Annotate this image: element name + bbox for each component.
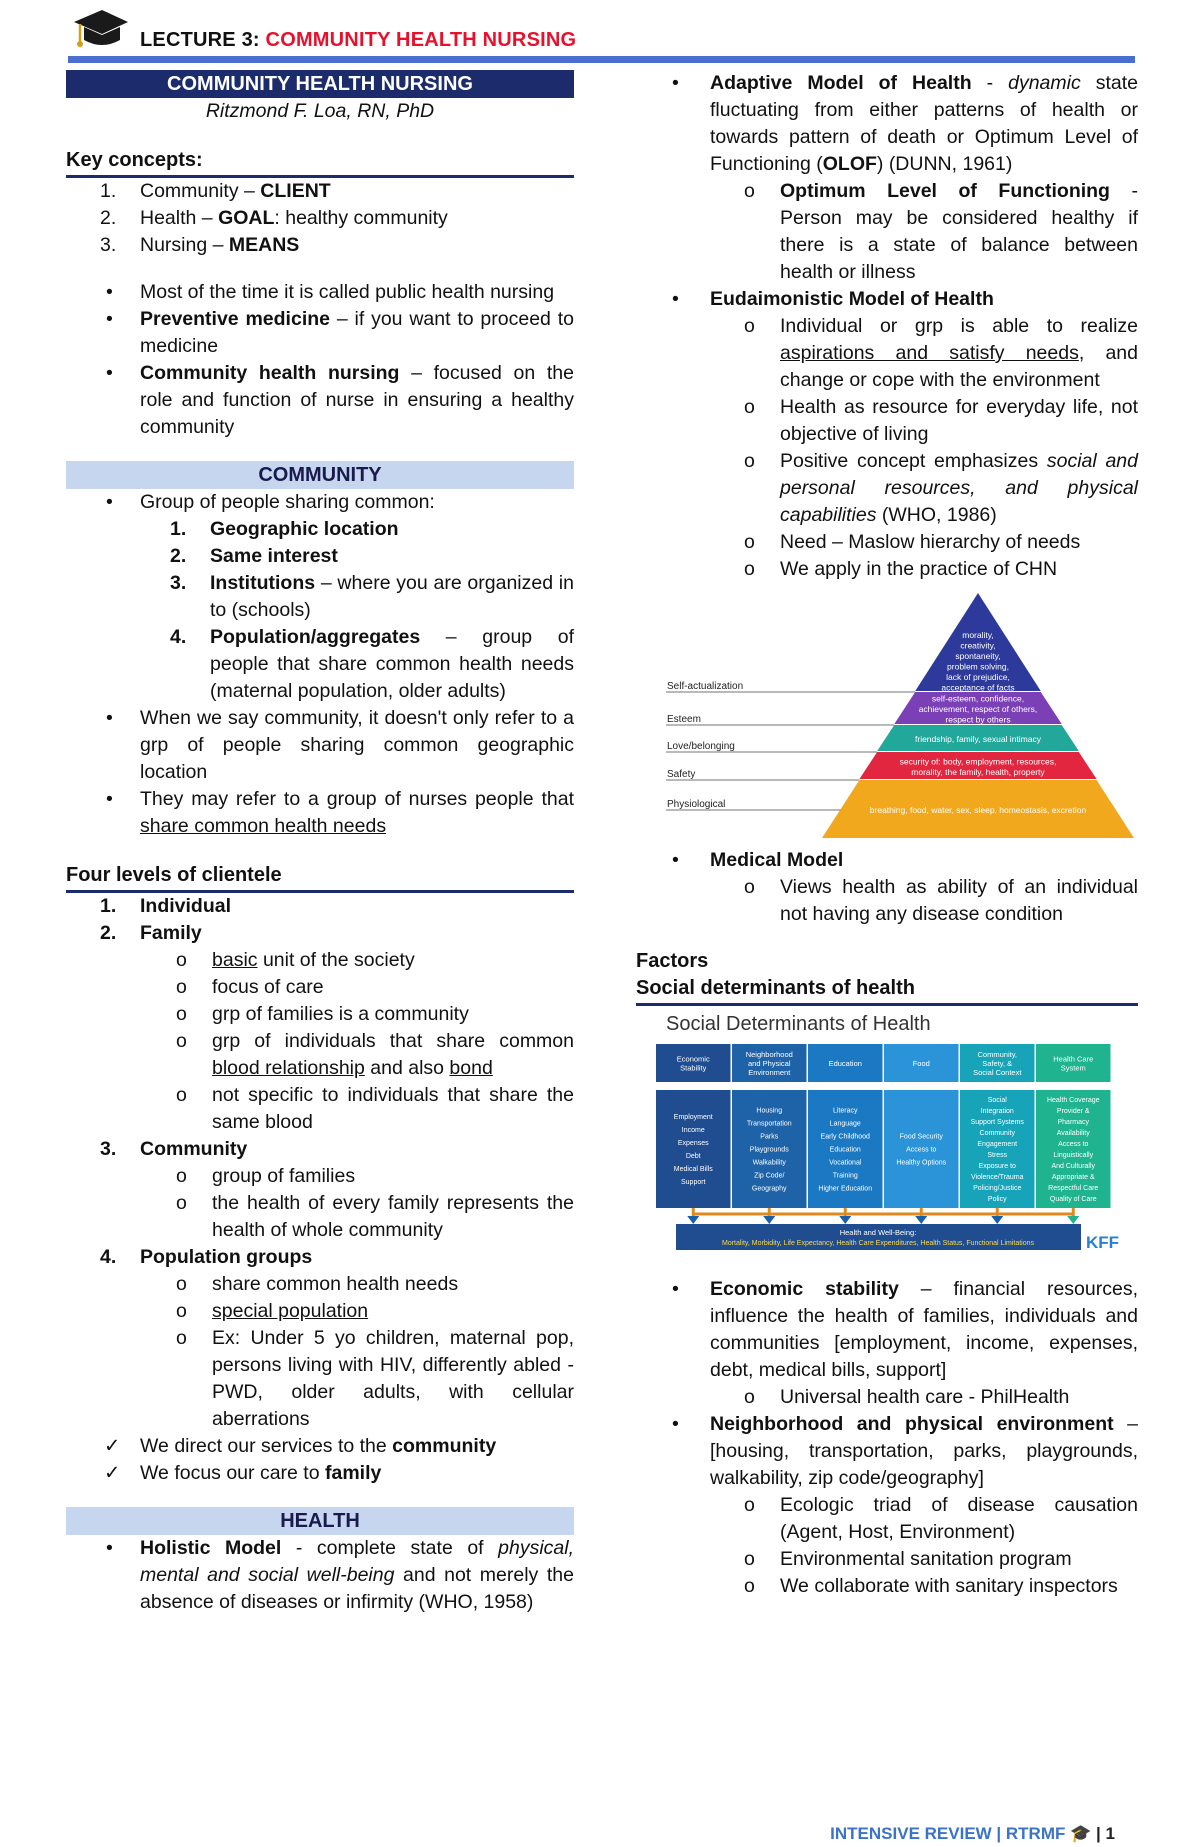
list-item: 2. Same interest [170,545,338,567]
sdh-header-label: Health Care [1053,1054,1094,1064]
factors-heading: Factors [636,950,709,972]
sdh-header-label: Safety, & [982,1059,1013,1068]
key-concepts-heading: Key concepts: [66,147,574,178]
level-population-groups: Population groups [140,1246,313,1268]
sdh-body-label: Quality of Care [1049,1196,1097,1203]
list-item [66,1433,574,1460]
sdh-body-label: Violence/Trauma [970,1174,1024,1181]
pyramid-level-text: breathing, food, water, sex, sleep, homeostasis, excretion [869,805,1087,815]
sdh-chart-title: Social Determinants of Health [666,1013,931,1035]
sdh-body-label: Integration [980,1108,1014,1115]
sdh-body-label: Medical Bills [673,1166,713,1173]
sdh-body-label: Policy [987,1196,1007,1203]
key-concept-suffix: : healthy community [274,207,448,229]
key-concept-term: GOAL [218,207,275,229]
list-item: o Optimum Level of Functioning - Person may be considered healthy if there is a state of balance between health or illness [744,180,1139,283]
sdh-body-label: Food Security [899,1133,943,1141]
neighborhood-term: Neighborhood and physical environment [710,1413,1114,1435]
list-item: o focus of care [176,976,324,998]
olf-text: - Person may be considered healthy if there is a state of balance between health or illness [780,180,1139,283]
pyramid-level-label: Esteem [667,714,701,725]
bullet-text: – if you want to proceed to medicine [140,308,574,357]
economic-stability-term: Economic stability [710,1278,899,1300]
graduation-cap-icon [70,6,130,56]
pyramid-level-text: friendship, family, sexual intimacy [915,734,1041,744]
sdh-body-label: Provider & [1056,1108,1090,1115]
eud-point-4: Need – Maslow hierarchy of needs [780,531,1081,553]
key-concept-text: Health – [140,207,219,229]
community-items [66,516,574,705]
adaptive-model-term: Adaptive Model of Health [710,72,972,94]
page-number: 1 [1105,1824,1115,1843]
list-item: 3. Institutions – where you are organized in to (schools) [170,572,574,621]
sdh-body-label: Social [987,1097,1007,1104]
community-item-term: Institutions [210,572,316,594]
section-banner-chn: COMMUNITY HEALTH NURSING [66,70,574,98]
list-item: • Economic stability – financial resources, influence the health of families, individuals and communities [employment, income, expenses, debt, medical bills, support] [672,1278,1138,1381]
community-item-text: – where you are organized in to (schools) [210,572,574,621]
arrow-down-icon [991,1216,1003,1224]
adaptive-olof: OLOF [822,153,877,175]
arrow-down-icon [687,1216,699,1224]
list-item: • Eudaimonistic Model of Health [672,288,994,310]
header-prefix: LECTURE 3: [140,29,266,51]
list-item: • When we say community, it doesn't only refer to a grp of people sharing common geographic location [106,707,574,783]
eud-point-2: Health as resource for everyday life, not objective of living [780,396,1138,445]
sdh-body-label: Transportation [746,1120,792,1128]
sdh-header-label: and Physical [747,1059,791,1068]
sdh-body-label: Geography [751,1185,787,1193]
footer-text: INTENSIVE REVIEW | RTRMF [830,1824,1066,1843]
intro-bullets [66,279,574,441]
economic-point-1: Universal health care - PhilHealth [780,1386,1070,1408]
list-item [66,1460,574,1487]
list-item: • Holistic Model - complete state of physical, mental and social well-being and not merely the absence of diseases or infirmity (WHO, 1958) [106,1537,574,1613]
economic-stability-text: – financial resources, influence the health of families, individuals and communities [employment, income, expenses, debt, medical bills, support] [710,1278,1138,1381]
key-concepts-list [66,178,574,259]
sdh-body-label: Vocational [829,1159,862,1167]
bullet-term: Community health nursing [140,362,400,384]
adaptive-italic: dynamic [1008,72,1081,94]
list-item: o Need – Maslow hierarchy of needs [744,531,1081,553]
list-item: • Neighborhood and physical environment – [housing, transportation, parks, playgrounds, walkability, zip code/geography] [672,1413,1139,1489]
sdh-body-label: Literacy [832,1107,858,1115]
eud-point-1-end: , and change or cope with the environment [780,342,1138,391]
level-individual: Individual [140,895,232,917]
community-intro: Group of people sharing common: [140,491,435,513]
list-item: o the health of every family represents the health of whole community [176,1192,574,1241]
bullet-text: Most of the time it is called public health nursing [140,281,555,303]
sdh-body-label: Health Coverage [1046,1097,1100,1104]
list-item: o Ecologic triad of disease causation (Agent, Host, Environment) [744,1494,1138,1543]
list-item: • Community health nursing – focused on the role and function of nurse in ensuring a healthy community [106,362,574,438]
list-item: o grp of families is a community [176,1003,469,1025]
sdh-header-label: Stability [680,1063,707,1073]
list-item: o basic unit of the society [176,949,415,971]
header-title: COMMUNITY HEALTH NURSING [265,29,577,51]
eud-point-1-underlined: aspirations and satisfy needs [780,342,1079,364]
sdh-heading: Social determinants of health [636,975,1138,1006]
eud-point-3-italic: social and personal resources, and physical capabilities [780,450,1138,526]
list-item: • Preventive medicine – if you want to proceed to medicine [106,308,574,357]
list-item: 2. Health – GOAL: healthy community [100,207,448,229]
sdh-body-label: Parks [760,1133,779,1141]
list-item: o Individual or grp is able to realize aspirations and satisfy needs, and change or cope with the environment [744,315,1138,391]
eud-point-3: Positive concept emphasizes [780,450,1047,472]
list-item: • Group of people sharing common: [106,491,435,513]
eud-point-5: We apply in the practice of CHN [780,558,1058,580]
family-point-5: not specific to individuals that share the same blood [212,1084,574,1133]
header-divider [68,56,1135,63]
family-point-4: grp of individuals that share common [212,1030,574,1052]
list-item: 1. Community – CLIENT [100,180,331,202]
eudaimonistic-model-term: Eudaimonistic Model of Health [710,288,994,310]
list-item: o special population [176,1300,369,1322]
level-community: Community [140,1138,248,1160]
adaptive-sep: - [971,72,1009,94]
list-item: o Positive concept emphasizes social and personal resources, and physical capabilities (WHO, 1986) [744,450,1138,526]
population-point-1: share common health needs [212,1273,459,1295]
sdh-header-label: Social Context [973,1068,1022,1077]
list-item: o share common health needs [176,1273,459,1295]
list-item: 3. Community [100,1138,248,1160]
sdh-body-label: Respectful Care [1048,1185,1099,1192]
sdh-diagram [636,1008,1138,1276]
pyramid-level-text: creativity, [960,640,996,651]
list-item: • They may refer to a group of nurses people that share common health needs [106,788,574,837]
sdh-header-label: Neighborhood [745,1050,793,1059]
pyramid-level-text: achievement, respect of others, [918,704,1038,714]
list-item: 3. Nursing – MEANS [100,234,300,256]
check-point-2: We focus our care to [140,1462,325,1484]
arrow-down-icon [1067,1216,1079,1224]
list-item: • Medical Model [672,849,844,871]
check-point-1-bold: community [392,1435,497,1457]
checkmark-icon: ✓ [104,1435,121,1457]
family-point-4-mid: and also [364,1057,450,1079]
sdh-body-label: Housing [756,1107,783,1115]
pyramid-level-label: Physiological [667,799,726,810]
list-item: o Health as resource for everyday life, not objective of living [744,396,1138,445]
arrow-down-icon [839,1216,851,1224]
sdh-body-label: Playgrounds [749,1146,789,1154]
community-item-term: Population/aggregates [210,626,421,648]
check-point-1: We direct our services to the [140,1435,393,1457]
community-item-text: – group of people that share common health needs (maternal population, older adults) [210,626,574,702]
kff-logo: KFF [1086,1233,1120,1252]
arrow-down-icon [915,1216,927,1224]
right-column [636,70,1138,1600]
graduation-cap-icon: 🎓 [1070,1824,1092,1843]
list-item: 1. Individual [100,895,232,917]
sdh-header-label: System [1060,1063,1086,1073]
sdh-body-label: Availability [1056,1130,1090,1137]
adaptive-text: state fluctuating from either patterns of health or towards pattern of death or Optimum Level of Functioning ( [710,72,1138,175]
pyramid-level-label: Self-actualization [667,681,744,692]
sdh-body-label: Exposure to [978,1163,1016,1170]
family-point-4-bond: bond [449,1057,493,1079]
olf-term: Optimum Level of Functioning [780,180,1110,202]
community-item-term: Geographic location [210,518,399,540]
medical-model-term: Medical Model [710,849,844,871]
community-note-2-underlined: share common health needs [140,815,387,837]
page-header [140,27,576,54]
community-item-term: Same interest [210,545,338,567]
family-point-2: focus of care [212,976,324,998]
neighborhood-text: – [housing, transportation, parks, playgrounds, walkability, zip code/geography] [710,1413,1139,1489]
sdh-body-label: Debt [685,1153,701,1160]
community-note-2: They may refer to a group of nurses people that [140,788,574,810]
sdh-body-label: Linguistically [1053,1152,1094,1159]
pyramid-level-text: acceptance of facts [941,682,1015,693]
arrow-down-icon [763,1216,775,1224]
footer-separator: | [1096,1824,1101,1843]
level-family: Family [140,922,202,944]
pyramid-level-text: respect by others [945,714,1011,725]
sdh-body-label: Appropriate & [1051,1174,1095,1181]
family-point-1-underlined: basic [212,949,258,971]
sdh-body-label: Policing/Justice [973,1185,1022,1192]
sdh-body-label: Access to [1058,1141,1089,1148]
key-concept-text: Community – [140,180,261,202]
clientele-heading: Four levels of clientele [66,862,574,893]
sdh-outcome-text: Mortality, Morbidity, Life Expectancy, Health Care Expenditures, Health Status, Functional Limitations [721,1240,1035,1247]
sdh-body-label: Pharmacy [1057,1119,1090,1126]
list-item: 1. Geographic location [170,518,399,540]
community-point-1: group of families [212,1165,356,1187]
key-concept-term: CLIENT [260,180,331,202]
maslow-pyramid [636,589,1138,841]
adaptive-text-2: ) (DUNN, 1961) [876,153,1013,175]
list-item: o Universal health care - PhilHealth [744,1386,1070,1408]
sdh-outcome-title: Health and Well-Being: [839,1228,917,1237]
medical-point-1: Views health as ability of an individual not having any disease condition [780,876,1138,925]
holistic-model-text: - complete state of [281,1537,499,1559]
sdh-body-label: Walkability [752,1159,786,1167]
list-item: o Views health as ability of an individual not having any disease condition [744,876,1138,925]
community-note: When we say community, it doesn't only refer to a grp of people sharing common geographic location [140,707,574,783]
sdh-body-label: Education [829,1146,861,1154]
holistic-model-italic: physical, mental and social well-being [140,1537,574,1586]
pyramid-level-text: self-esteem, confidence, [931,693,1025,704]
section-banner-health: HEALTH [66,1507,574,1535]
sdh-body-label: Access to [906,1146,937,1154]
list-item: o Ex: Under 5 yo children, maternal pop, persons living with HIV, differently abled - PWD, older adults, with cellular aberrations [176,1327,574,1430]
community-point-2: the health of every family represents the health of whole community [212,1192,574,1241]
sdh-header-label: Community, [977,1050,1017,1059]
list-item: o We apply in the practice of CHN [744,558,1058,580]
bullet-text: – focused on the role and function of nurse in ensuring a healthy community [140,362,574,438]
pyramid-level-text: problem solving, [947,661,1009,672]
list-item: o grp of individuals that share common blood relationship and also bond [176,1030,574,1079]
eud-point-3-end: (WHO, 1986) [876,504,997,526]
pyramid-level-text: spontaneity, [955,650,1001,661]
sdh-header-label: Education [828,1059,862,1068]
sdh-body-label: Support Systems [970,1119,1024,1126]
sdh-body-label: Community [979,1130,1015,1137]
checkmark-icon: ✓ [104,1462,121,1484]
population-point-2: special population [212,1300,369,1322]
sdh-figure [636,1008,1138,1276]
sdh-body-label: Zip Code/ [754,1172,785,1180]
check-point-2-bold: family [324,1462,382,1484]
key-concept-text: Nursing – [140,234,229,256]
holistic-model-term: Holistic Model [140,1537,282,1559]
sdh-body-label: Language [829,1120,861,1128]
left-column [66,70,574,1616]
author-line: Ritzmond F. Loa, RN, PhD [205,100,435,122]
sdh-header-label: Food [912,1059,930,1068]
maslow-pyramid-figure [636,589,1138,841]
sdh-body-label: Income [681,1127,705,1134]
sdh-header-label: Environment [748,1068,791,1077]
sdh-body-label: Employment [673,1114,713,1121]
section-banner-community: COMMUNITY [66,461,574,489]
pyramid-level-text: lack of prejudice, [946,671,1010,682]
holistic-model-text-2: and not merely the absence of diseases or infirmity (WHO, 1958) [140,1564,574,1613]
sdh-body-cell [656,1090,731,1208]
sdh-body-label: And Culturally [1051,1163,1096,1170]
neighborhood-point-1: Ecologic triad of disease causation (Agent, Host, Environment) [780,1494,1138,1543]
pyramid-level-text: morality, [962,629,994,640]
family-point-4-underlined: blood relationship [212,1057,365,1079]
list-item: 2. Family [100,922,202,944]
list-item: o not specific to individuals that share the same blood [176,1084,574,1133]
key-concept-term: MEANS [228,234,300,256]
sdh-body-label: Early Childhood [820,1133,870,1141]
list-item: 4. Population groups [100,1246,313,1268]
eud-point-1: Individual or grp is able to realize [780,315,1138,337]
sdh-body-label: Expenses [677,1140,709,1147]
pyramid-level-text: morality, the family, health, property [911,766,1045,777]
population-point-3: Ex: Under 5 yo children, maternal pop, persons living with HIV, differently abled - PWD, older adults, with cellular aberrations [212,1327,574,1430]
sdh-body-label: Support [680,1179,706,1186]
family-point-1: unit of the society [257,949,415,971]
sdh-body-label: Healthy Options [896,1159,947,1167]
sdh-body-label: Stress [987,1152,1008,1159]
list-item: o group of families [176,1165,356,1187]
list-item: o We collaborate with sanitary inspectors [744,1575,1118,1597]
family-point-3: grp of families is a community [212,1003,469,1025]
pyramid-level-text: security of: body, employment, resources, [899,756,1057,767]
pyramid-level-label: Love/belonging [667,741,735,752]
list-item: 4. Population/aggregates – group of people that share common health needs (maternal population, older adults) [170,626,574,702]
bullet-term: Preventive medicine [140,308,330,330]
neighborhood-point-2: Environmental sanitation program [780,1548,1072,1570]
sdh-body-label: Training [832,1172,858,1180]
list-item: o Environmental sanitation program [744,1548,1072,1570]
sdh-body-label: Engagement [977,1141,1018,1148]
list-item: • Most of the time it is called public health nursing [106,281,555,303]
pyramid-level-label: Safety [667,769,696,780]
sdh-body-label: Higher Education [818,1185,873,1193]
page-footer [830,1820,1115,1847]
neighborhood-point-3: We collaborate with sanitary inspectors [780,1575,1118,1597]
sdh-header-label: Economic [676,1054,710,1064]
list-item: • Adaptive Model of Health - dynamic state fluctuating from either patterns of health or towards pattern of death or Optimum Level of Functioning (OLOF) (DUNN, 1961) [672,72,1138,175]
